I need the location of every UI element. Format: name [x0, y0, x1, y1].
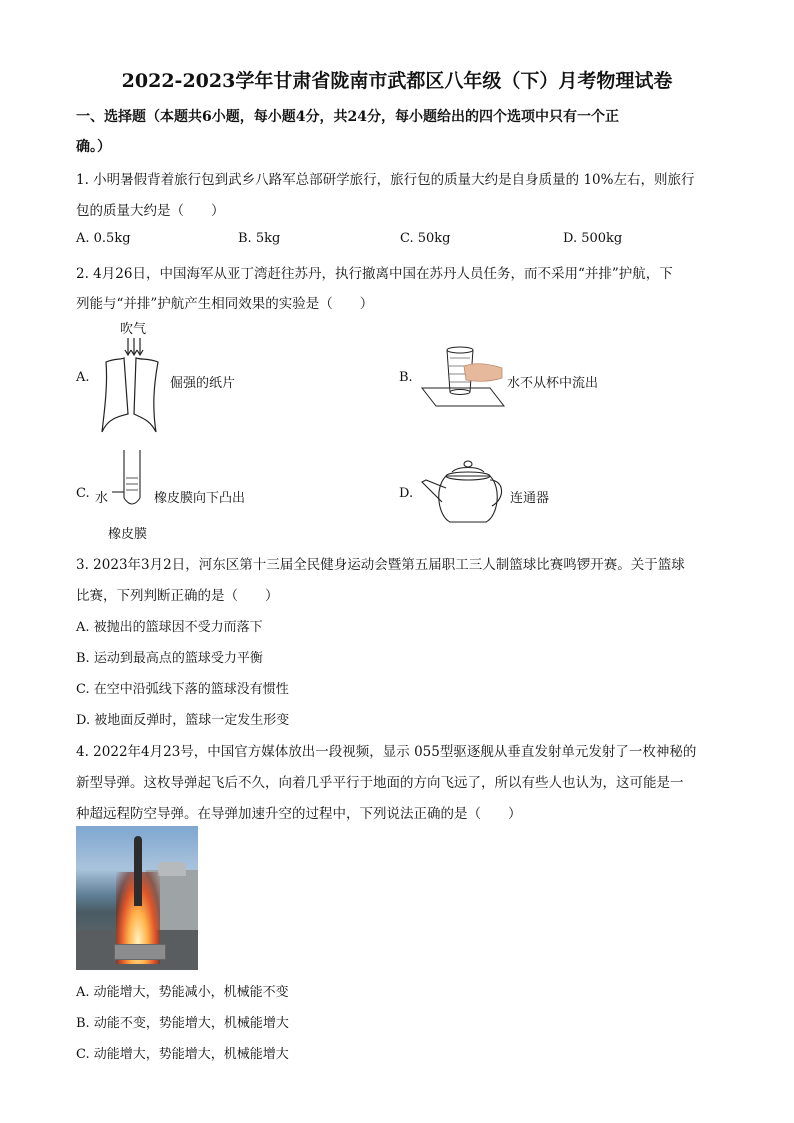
question-4-option-b: B. 动能不变，势能增大，机械能增大 [76, 1016, 289, 1031]
question-1-option-a: A. 0.5kg [76, 231, 131, 246]
missile [134, 836, 142, 906]
question-2-line2: 列能与“并排”护航产生相同效果的实验是（ ） [76, 296, 374, 312]
inverted-cup-figure [420, 344, 506, 408]
question-3-option-a: A. 被抛出的篮球因不受力而落下 [76, 620, 263, 635]
question-2-option-a-letter: A. [76, 370, 90, 385]
section-header-line2: 确。） [76, 139, 111, 155]
question-3-option-b: B. 运动到最高点的篮球受力平衡 [76, 651, 263, 666]
question-1-option-d: D. 500kg [563, 231, 623, 246]
question-3-line1: 3. 2023年3月2日，河东区第十三届全民健身运动会暨第五届职工三人制篮球比赛鸣锣开赛。关于篮球 [76, 557, 685, 573]
paper-sheets-figure [94, 336, 164, 440]
question-4-option-a: A. 动能增大，势能减小，机械能不变 [76, 985, 289, 1000]
question-2-option-c-letter: C. [76, 486, 90, 501]
question-2-option-c-bottom-label: 橡皮膜 [108, 527, 148, 542]
missile-launch-photo [76, 826, 198, 970]
question-1-line2: 包的质量大约是（ ） [76, 203, 225, 219]
question-2-option-b-label: 水不从杯中流出 [507, 376, 599, 391]
teapot-figure [420, 458, 508, 528]
page-title: 2022-2023学年甘肃省陇南市武都区八年级（下）月考物理试卷 [121, 70, 673, 92]
question-2-line1: 2. 4月26日，中国海军从亚丁湾赶往苏丹，执行撤离中国在苏丹人员任务，而不采用“并排”护航，下 [76, 266, 673, 282]
question-2-option-c-label: 橡皮膜向下凸出 [154, 491, 246, 506]
section-header-line1: 一、选择题（本题共6小题，每小题4分，共24分，每小题给出的四个选项中只有一个正 [76, 109, 619, 125]
question-2-option-a-label: 倔强的纸片 [170, 376, 236, 391]
question-4-line2: 新型导弹。这枚导弹起飞后不久，向着几乎平行于地面的方向飞远了，所以有些人也认为，这可能是一 [76, 775, 684, 791]
vertical-launcher [114, 944, 166, 960]
question-2-option-a-caption-top: 吹气 [120, 322, 147, 337]
question-3-option-c: C. 在空中沿弧线下落的篮球没有惯性 [76, 682, 289, 697]
question-1-option-b: B. 5kg [238, 231, 281, 246]
question-2-option-c-water-label: 水 [95, 491, 109, 506]
rubber-film-tube-figure [112, 448, 152, 524]
question-2-option-d-label: 连通器 [510, 491, 550, 506]
question-4-line1: 4. 2022年4月23号，中国官方媒体放出一段视频，显示 055型驱逐舰从垂直发射单元发射了一枚神秘的 [76, 744, 697, 760]
question-2-option-b-letter: B. [399, 370, 413, 385]
question-4-option-c: C. 动能增大，势能增大，机械能增大 [76, 1047, 289, 1062]
question-4-line3: 种超远程防空导弹。在导弹加速升空的过程中，下列说法正确的是（ ） [76, 806, 522, 822]
question-1-line1: 1. 小明暑假背着旅行包到武乡八路军总部研学旅行，旅行包的质量大约是自身质量的 10%左右，则旅行 [76, 172, 695, 188]
question-3-option-d: D. 被地面反弹时，篮球一定发生形变 [76, 713, 290, 728]
question-2-option-d-letter: D. [399, 486, 414, 501]
question-1-option-c: C. 50kg [400, 231, 451, 246]
question-3-line2: 比赛，下列判断正确的是（ ） [76, 588, 279, 604]
ship-turret [158, 862, 186, 876]
